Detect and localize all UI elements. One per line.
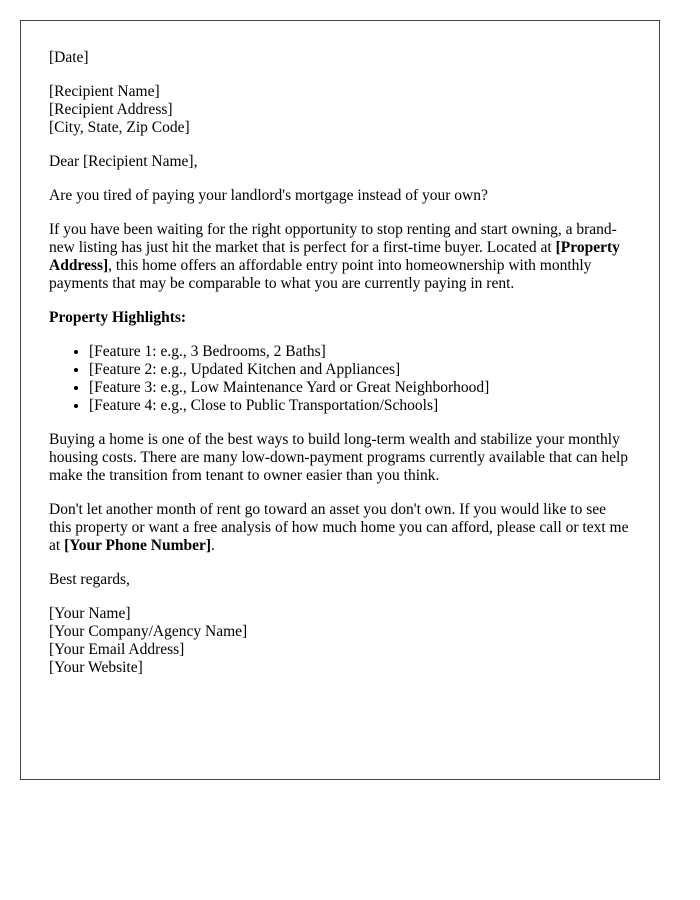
closing: Best regards,: [49, 571, 130, 588]
recipient-address: [Recipient Address]: [49, 101, 173, 118]
letter: [20, 20, 660, 780]
paragraph-intro-text-2: , this home offers an affordable entry point into homeownership with monthly payments that may be comparable to what you are currently paying in rent.: [49, 257, 592, 292]
paragraph-wealth: Buying a home is one of the best ways to build long-term wealth and stabilize your monthly housing costs. There are many low-down-payment programs currently available that can help make the transition from tenant to owner easier than you think.: [49, 431, 629, 484]
feature-list: [49, 343, 631, 415]
recipient-block: [49, 83, 631, 137]
cta-text-2: .: [211, 537, 215, 554]
highlights-heading-text: Property Highlights:: [49, 309, 187, 326]
paragraph-intro: [49, 221, 631, 293]
signature-website: [Your Website]: [49, 659, 143, 676]
recipient-name: [Recipient Name]: [49, 83, 160, 100]
cta-text-1: Don't let another month of rent go toward an asset you don't own. If you would like to see this property or want a free analysis of how much home you can afford, please call or text me at: [49, 501, 629, 554]
recipient-city-state-zip: [City, State, Zip Code]: [49, 119, 190, 136]
feature-item: • [Feature 3: e.g., Low Maintenance Yard or Great Neighborhood]: [89, 379, 631, 397]
phone-number: [Your Phone Number]: [64, 537, 212, 554]
paragraph-intro-text-1: If you have been waiting for the right opportunity to stop renting and start owning, a brand-new listing has just hit the market that is perfect for a first-time buyer. Located at: [49, 221, 617, 256]
property-address: [Property Address]: [49, 239, 620, 274]
feature-item: • [Feature 4: e.g., Close to Public Transportation/Schools]: [89, 397, 631, 415]
date: [Date]: [49, 49, 89, 66]
paragraph-call-to-action: [49, 501, 631, 555]
signature-email: [Your Email Address]: [49, 641, 185, 658]
highlights-heading: [49, 309, 631, 327]
opening-question: Are you tired of paying your landlord's mortgage instead of your own?: [49, 187, 488, 204]
signature-company: [Your Company/Agency Name]: [49, 623, 248, 640]
feature-item: • [Feature 1: e.g., 3 Bedrooms, 2 Baths]: [89, 343, 631, 361]
signature-block: [49, 605, 631, 677]
feature-item: • [Feature 2: e.g., Updated Kitchen and Appliances]: [89, 361, 631, 379]
signature-name: [Your Name]: [49, 605, 131, 622]
salutation: Dear [Recipient Name],: [49, 153, 198, 170]
